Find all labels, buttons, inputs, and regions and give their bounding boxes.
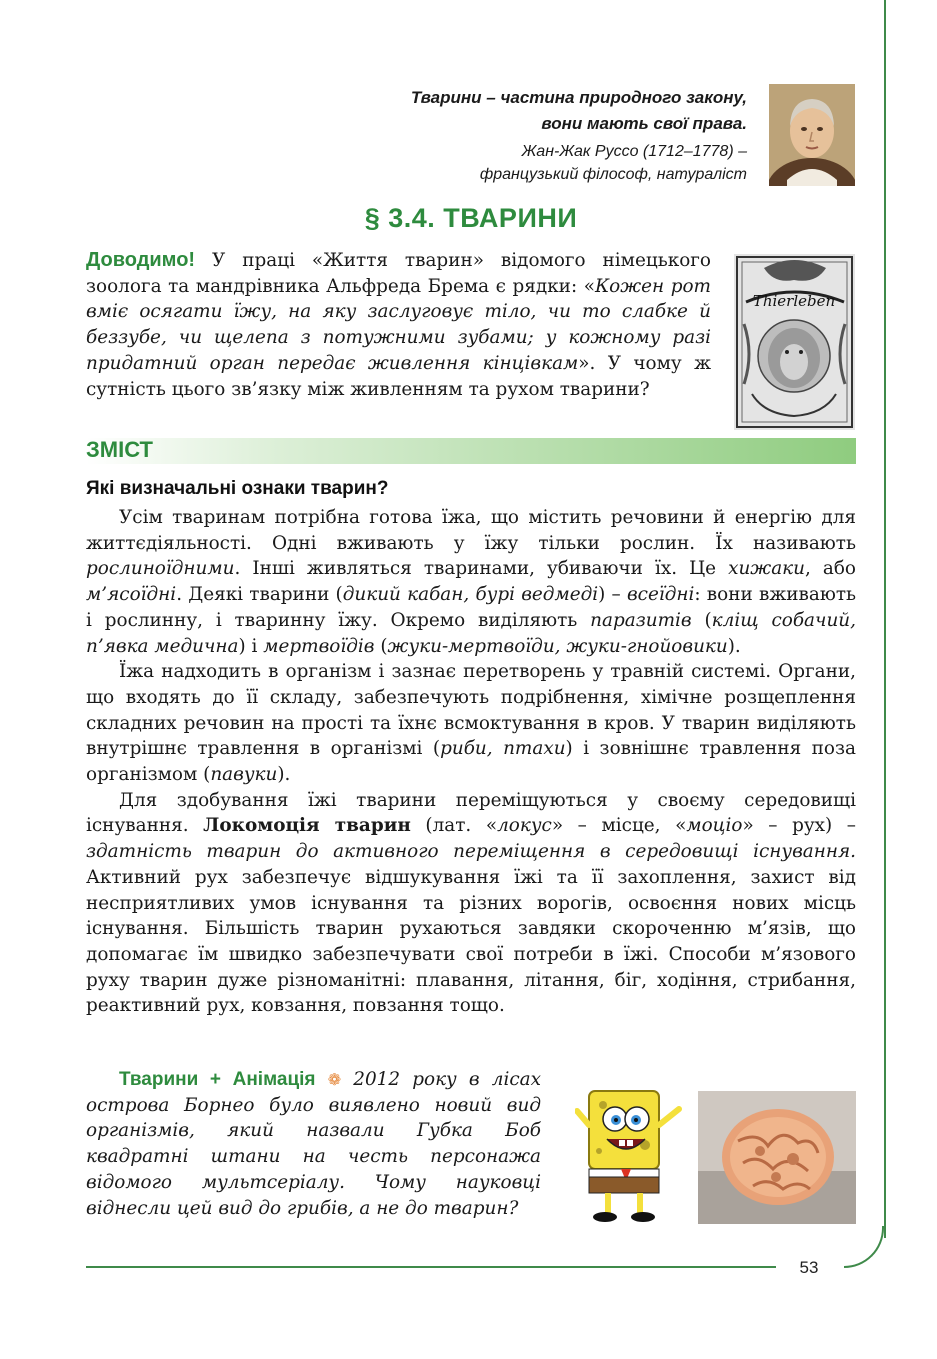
question-heading: Які визначальні ознаки тварин? [86,478,389,499]
paragraph-3: Для здобування їжі тварини переміщуються у своєму середовищі існування. Локомоція тварин (лат. «локус» – місце, «моціо» – рух) – здатність тварин до активного переміщення в середовищі існування. Активний рух забезпечує відшукування їжі та її захоплення, захист від несприятливих умов існування та різних ворогів, освоєння нових місць існування. Більшість тварин рухаються завдяки скороченню м’язів, що допомагає їм швидко забезпечувати свої потреби в їжі. Способи м’язового руху тварин дуже різноманітні: плавання, літання, біг, ходіння, стрибання, реактивний рух, ковзання, повзання тощо. [86,789,856,1017]
section-band [86,438,856,464]
epigraph-quote-line2: вони мають свої права. [541,114,747,133]
page-frame-right [884,0,886,1238]
paragraph-2: Їжа надходить в організм і зазнає перетворень у травній системі. Органи, що входять до її складу, забезпечують подрібнення, хімічне розщеплення складних речовин на прості та їхнє всмоктування в кров. У тварин виділяють внутрішнє травлення в організмі (риби, птахи) і зовнішнє травлення поза організмом (павуки). [86,661,857,786]
epigraph-author-line2: французький філософ, натураліст [479,166,747,183]
intro-quote: Кожен рот вміє осягати їжу, на яку заслуговує тіло, чи то слабке й беззубе, чи щелепа з потужними зубами; у кожному разі придатний орган передає живлення кінцівкам [86,275,711,374]
animation-box [86,1067,541,1221]
intro-text-2: ». У чому ж сутність цього зв’язку між живленням та рухом тварини? [86,352,711,400]
svg-text:Thierleben: Thierleben [752,292,836,310]
spongebob-image [575,1085,685,1225]
content-heading: ЗМІСТ [86,437,153,462]
section-title: § 3.4. ТВАРИНИ [364,203,578,233]
intro-text-1: У праці «Життя тварин» відомого німецького зоолога та мандрівника Альфреда Брема є рядки: « [86,250,711,297]
epigraph-author-line1: Жан-Жак Руссо (1712–1778) – [521,143,747,160]
page-number: 53 [799,1258,819,1277]
epigraph-quote-line1: Тварини – частина природного закону, [410,88,747,107]
spongiforma-mushroom-image [698,1091,856,1224]
intro-lead: Доводимо! [86,249,196,271]
paragraph-1: Усім тваринам потрібна готова їжа, що містить речовини й енергію для життєдіяльності. Одні вживають у їжу тільки рослин. Їх називають рослиноїдними. Інші живляться тваринами, убиваючи їх. Це хижаки, або м’ясоїдні. Деякі тварини (дикий кабан, бурі ведмеді) – всеїдні: вони вживають і рослинну, і тваринну їжу. Окремо виділяють паразитів (кліщ собачий, п’явка медична) і мертвоїдів (жуки-мертвоїди, жуки-гнойовики). [86,507,857,657]
rousseau-portrait-image [769,84,855,186]
flower-bullet-icon: ❁ [327,1070,342,1089]
box-text: 2012 року в лісах острова Борнео було виявлено новий вид організмів, який назвали Губка Боб квадратні штани на честь персонажа відомого мультсеріалу. Чому науковці віднесли цей вид до грибів, а не до тварин? [86,1069,541,1219]
epigraph [300,85,747,186]
page-bottom-rule [86,1266,776,1268]
body-text [86,505,856,1019]
brehm-book-cover-image [734,254,855,430]
box-lead: Тварини + Анімація [119,1069,316,1090]
intro-paragraph [86,248,711,402]
page-frame-corner [844,1226,884,1268]
